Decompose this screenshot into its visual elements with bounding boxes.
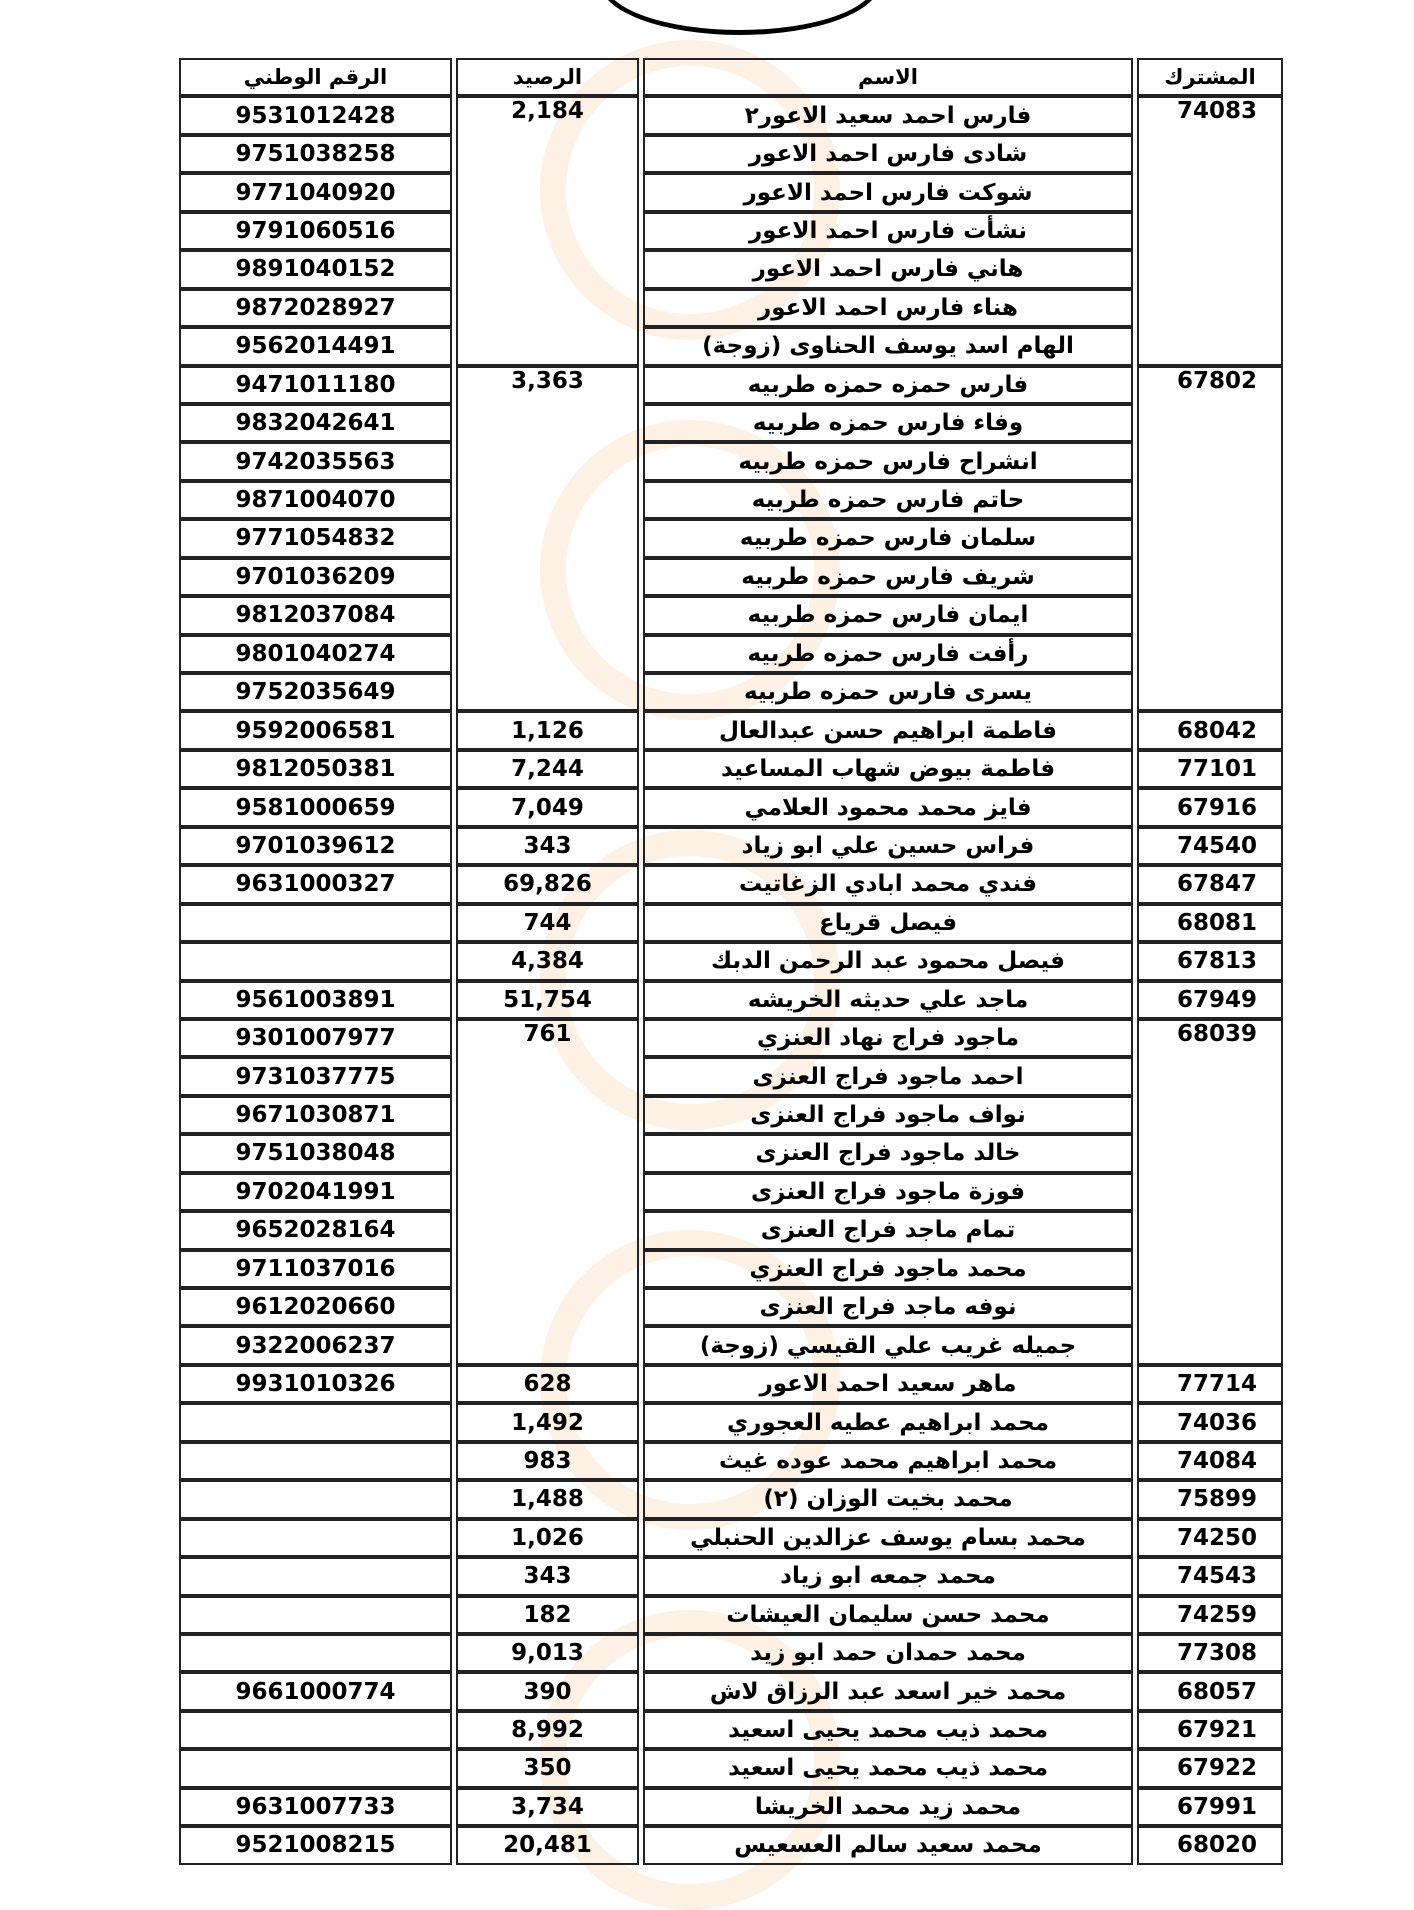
cell-name: محمد جمعه ابو زياد xyxy=(643,1557,1133,1595)
cell-national-id xyxy=(179,1403,452,1441)
cell-subscriber: 77101 xyxy=(1137,750,1283,788)
cell-balance: 343 xyxy=(456,1557,639,1595)
cell-national-id: 9871004070 xyxy=(179,481,452,519)
cell-subscriber: 68042 xyxy=(1137,711,1283,749)
cell-balance: 7,049 xyxy=(456,788,639,826)
cell-national-id: 9801040274 xyxy=(179,635,452,673)
cell-balance: 51,754 xyxy=(456,981,639,1019)
cell-national-id: 9731037775 xyxy=(179,1057,452,1095)
subscribers-table xyxy=(187,58,1283,1891)
cell-national-id: 9471011180 xyxy=(179,366,452,404)
cell-balance: 744 xyxy=(456,904,639,942)
cell-subscriber: 67847 xyxy=(1137,865,1283,903)
cell-subscriber: 74259 xyxy=(1137,1596,1283,1634)
cell-national-id: 9742035563 xyxy=(179,442,452,480)
cell-national-id: 9751038258 xyxy=(179,135,452,173)
cell-name: محمد بخيت الوزان (٢) xyxy=(643,1480,1133,1518)
cell-balance: 2,184 xyxy=(456,96,639,365)
cell-national-id: 9701039612 xyxy=(179,827,452,865)
cell-name: هاني فارس احمد الاعور xyxy=(643,250,1133,288)
cell-national-id: 9931010326 xyxy=(179,1365,452,1403)
cell-name: وفاء فارس حمزه طربيه xyxy=(643,404,1133,442)
cell-subscriber: 74250 xyxy=(1137,1519,1283,1557)
cell-subscriber: 74036 xyxy=(1137,1403,1283,1441)
cell-name: فندي محمد ابادي الزغاتيت xyxy=(643,865,1133,903)
cell-balance: 182 xyxy=(456,1596,639,1634)
cell-name: خالد ماجود فراج العنزى xyxy=(643,1134,1133,1172)
cell-name: شادى فارس احمد الاعور xyxy=(643,135,1133,173)
cell-name: فاطمة بيوض شهاب المساعيد xyxy=(643,750,1133,788)
header-subscriber: المشترك xyxy=(1137,58,1283,96)
cell-name: فايز محمد محمود العلامي xyxy=(643,788,1133,826)
cell-national-id: 9322006237 xyxy=(179,1326,452,1364)
header-national-id: الرقم الوطني xyxy=(179,58,452,96)
cell-national-id: 9891040152 xyxy=(179,250,452,288)
cell-subscriber: 67991 xyxy=(1137,1788,1283,1826)
cell-balance: 1,492 xyxy=(456,1403,639,1441)
cell-balance: 69,826 xyxy=(456,865,639,903)
cell-balance: 350 xyxy=(456,1749,639,1787)
cell-national-id: 9702041991 xyxy=(179,1173,452,1211)
cell-balance: 3,734 xyxy=(456,1788,639,1826)
cell-subscriber: 67813 xyxy=(1137,942,1283,980)
cell-national-id xyxy=(179,1711,452,1749)
cell-subscriber: 67922 xyxy=(1137,1749,1283,1787)
cell-name: محمد بسام يوسف عزالدين الحنبلي xyxy=(643,1519,1133,1557)
cell-balance: 983 xyxy=(456,1442,639,1480)
cell-name: احمد ماجود فراج العنزى xyxy=(643,1057,1133,1095)
cell-name: انشراح فارس حمزه طربيه xyxy=(643,442,1133,480)
cell-name: الهام اسد يوسف الحناوى (زوجة) xyxy=(643,327,1133,365)
cell-name: حاتم فارس حمزه طربيه xyxy=(643,481,1133,519)
cell-subscriber: 68039 xyxy=(1137,1019,1283,1365)
cell-national-id xyxy=(179,1557,452,1595)
cell-national-id: 9631007733 xyxy=(179,1788,452,1826)
cell-name: محمد حمدان حمد ابو زيد xyxy=(643,1634,1133,1672)
cell-balance: 628 xyxy=(456,1365,639,1403)
cell-name: محمد زيد محمد الخريشا xyxy=(643,1788,1133,1826)
cell-balance: 343 xyxy=(456,827,639,865)
cell-name: نشأت فارس احمد الاعور xyxy=(643,212,1133,250)
cell-name: نواف ماجود فراج العنزى xyxy=(643,1096,1133,1134)
cell-balance: 7,244 xyxy=(456,750,639,788)
cell-national-id: 9581000659 xyxy=(179,788,452,826)
cell-national-id: 9301007977 xyxy=(179,1019,452,1057)
cell-name: هناء فارس احمد الاعور xyxy=(643,289,1133,327)
cell-name: سلمان فارس حمزه طربيه xyxy=(643,519,1133,557)
cell-national-id xyxy=(179,1442,452,1480)
cell-name: ايمان فارس حمزه طربيه xyxy=(643,596,1133,634)
cell-national-id: 9812037084 xyxy=(179,596,452,634)
cell-national-id: 9711037016 xyxy=(179,1250,452,1288)
cell-name: محمد ماجود فراج العنزي xyxy=(643,1250,1133,1288)
cell-subscriber: 75899 xyxy=(1137,1480,1283,1518)
cell-national-id xyxy=(179,1634,452,1672)
cell-name: ماهر سعيد احمد الاعور xyxy=(643,1365,1133,1403)
cell-name: تمام ماجد فراج العنزى xyxy=(643,1211,1133,1249)
cell-name: محمد ابراهيم محمد عوده غيث xyxy=(643,1442,1133,1480)
cell-subscriber: 77714 xyxy=(1137,1365,1283,1403)
cell-balance: 1,026 xyxy=(456,1519,639,1557)
cell-name: فراس حسين علي ابو زياد xyxy=(643,827,1133,865)
cell-name: فيصل محمود عبد الرحمن الدبك xyxy=(643,942,1133,980)
cell-name: رأفت فارس حمزه طربيه xyxy=(643,635,1133,673)
cell-name: محمد سعيد سالم العسعيس xyxy=(643,1826,1133,1864)
cell-national-id: 9771040920 xyxy=(179,173,452,211)
cell-national-id: 9832042641 xyxy=(179,404,452,442)
cell-name: محمد ابراهيم عطيه العجوري xyxy=(643,1403,1133,1441)
cell-name: محمد خير اسعد عبد الرزاق لاش xyxy=(643,1672,1133,1710)
cell-national-id xyxy=(179,1480,452,1518)
cell-name: نوفه ماجد فراج العنزى xyxy=(643,1288,1133,1326)
header-oval-shape xyxy=(600,0,880,35)
cell-subscriber: 67949 xyxy=(1137,981,1283,1019)
cell-national-id: 9562014491 xyxy=(179,327,452,365)
cell-national-id: 9531012428 xyxy=(179,96,452,134)
cell-name: محمد ذيب محمد يحيى اسعيد xyxy=(643,1749,1133,1787)
header-name: الاسم xyxy=(643,58,1133,96)
cell-subscriber: 74540 xyxy=(1137,827,1283,865)
cell-national-id xyxy=(179,1519,452,1557)
cell-subscriber: 67921 xyxy=(1137,1711,1283,1749)
cell-balance: 4,384 xyxy=(456,942,639,980)
cell-national-id: 9661000774 xyxy=(179,1672,452,1710)
cell-national-id xyxy=(179,1749,452,1787)
cell-subscriber: 67802 xyxy=(1137,366,1283,712)
cell-subscriber: 68020 xyxy=(1137,1826,1283,1864)
cell-national-id: 9631000327 xyxy=(179,865,452,903)
cell-national-id: 9752035649 xyxy=(179,673,452,711)
cell-balance: 3,363 xyxy=(456,366,639,712)
cell-name: فيصل قرياع xyxy=(643,904,1133,942)
cell-name: يسرى فارس حمزه طربيه xyxy=(643,673,1133,711)
cell-balance: 8,992 xyxy=(456,1711,639,1749)
cell-national-id: 9812050381 xyxy=(179,750,452,788)
cell-subscriber: 68057 xyxy=(1137,1672,1283,1710)
cell-national-id: 9751038048 xyxy=(179,1134,452,1172)
cell-name: فارس حمزه حمزه طربيه xyxy=(643,366,1133,404)
header-balance: الرصيد xyxy=(456,58,639,96)
cell-national-id xyxy=(179,904,452,942)
cell-national-id: 9701036209 xyxy=(179,558,452,596)
cell-name: فارس احمد سعيد الاعور٢ xyxy=(643,96,1133,134)
cell-national-id: 9771054832 xyxy=(179,519,452,557)
cell-name: فوزة ماجود فراج العنزى xyxy=(643,1173,1133,1211)
cell-balance: 761 xyxy=(456,1019,639,1365)
cell-name: فاطمة ابراهيم حسن عبدالعال xyxy=(643,711,1133,749)
cell-subscriber: 74543 xyxy=(1137,1557,1283,1595)
cell-national-id xyxy=(179,1596,452,1634)
cell-national-id: 9671030871 xyxy=(179,1096,452,1134)
cell-subscriber: 74084 xyxy=(1137,1442,1283,1480)
cell-subscriber: 67916 xyxy=(1137,788,1283,826)
cell-name: شريف فارس حمزه طربيه xyxy=(643,558,1133,596)
cell-balance: 9,013 xyxy=(456,1634,639,1672)
cell-national-id: 9521008215 xyxy=(179,1826,452,1864)
cell-balance: 20,481 xyxy=(456,1826,639,1864)
cell-subscriber: 68081 xyxy=(1137,904,1283,942)
cell-national-id xyxy=(179,942,452,980)
cell-balance: 1,488 xyxy=(456,1480,639,1518)
cell-name: محمد ذيب محمد يحيى اسعيد xyxy=(643,1711,1133,1749)
cell-name: ماجد علي حديثه الخريشه xyxy=(643,981,1133,1019)
cell-national-id: 9652028164 xyxy=(179,1211,452,1249)
cell-national-id: 9561003891 xyxy=(179,981,452,1019)
cell-national-id: 9872028927 xyxy=(179,289,452,327)
cell-national-id: 9791060516 xyxy=(179,212,452,250)
cell-national-id: 9612020660 xyxy=(179,1288,452,1326)
cell-name: شوكت فارس احمد الاعور xyxy=(643,173,1133,211)
cell-subscriber: 74083 xyxy=(1137,96,1283,365)
cell-balance: 390 xyxy=(456,1672,639,1710)
cell-name: ماجود فراج نهاد العنزي xyxy=(643,1019,1133,1057)
cell-name: جميله غريب علي القيسي (زوجة) xyxy=(643,1326,1133,1364)
cell-name: محمد حسن سليمان العيشات xyxy=(643,1596,1133,1634)
cell-balance: 1,126 xyxy=(456,711,639,749)
cell-subscriber: 77308 xyxy=(1137,1634,1283,1672)
cell-national-id: 9592006581 xyxy=(179,711,452,749)
